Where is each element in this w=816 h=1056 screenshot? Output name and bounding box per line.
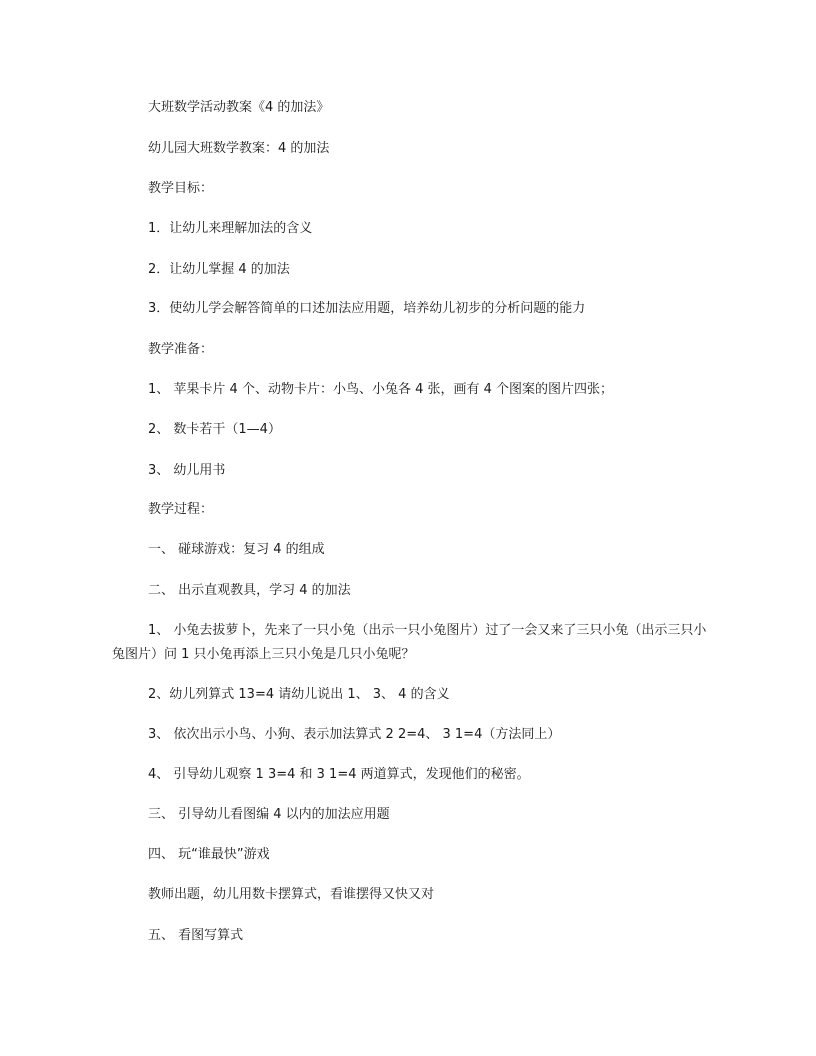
process-heading: 教学过程： [148,502,214,517]
goal-item-2: 2．让幼儿掌握 4 的加法 [148,262,290,277]
goal-item-1: 1．让幼儿来理解加法的含义 [148,221,313,236]
prep-heading: 教学准备： [148,342,214,357]
process-step-2: 二、 出示直观教具，学习 4 的加法 [148,583,351,598]
game-description: 教师出题，幼儿用数卡摆算式，看谁摆得又快又对 [148,887,435,902]
document-title: 大班数学活动教案《4 的加法》 [148,100,330,115]
process-substep-1: 1、 小兔去拔萝卜，先来了一只小兔（出示一只小兔图片）过了一会又来了三只小兔（出示三只小兔图片）问 1 只小兔再添上三只小兔是几只小兔呢？ [112,623,707,662]
process-substep-4: 4、 引导幼儿观察 1 3=4 和 3 1=4 两道算式，发现他们的秘密。 [148,767,530,782]
process-step-4: 四、 玩“谁最快”游戏 [148,847,270,862]
process-step-1: 一、 碰球游戏：复习 4 的组成 [148,542,325,557]
process-step-5: 五、 看图写算式 [148,928,244,943]
process-substep-3: 3、 依次出示小鸟、小狗、表示加法算式 2 2=4、 3 1=4（方法同上） [148,727,561,742]
process-substep-1-wrapper [112,619,712,667]
goals-heading: 教学目标： [148,181,214,196]
process-substep-2: 2、幼儿列算式 13=4 请幼儿说出 1、 3、 4 的含义 [148,687,450,702]
prep-item-1: 1、 苹果卡片 4 个、动物卡片：小鸟、小兔各 4 张，画有 4 个图案的图片四张； [148,382,614,397]
prep-item-2: 2、 数卡若干（1—4） [148,422,281,437]
goal-item-3: 3．使幼儿学会解答简单的口述加法应用题，培养幼儿初步的分析问题的能力 [148,301,586,316]
process-step-3: 三、 引导幼儿看图编 4 以内的加法应用题 [148,807,390,822]
document-subtitle: 幼儿园大班数学教案：4 的加法 [148,141,330,156]
prep-item-3: 3、 幼儿用书 [148,463,226,478]
